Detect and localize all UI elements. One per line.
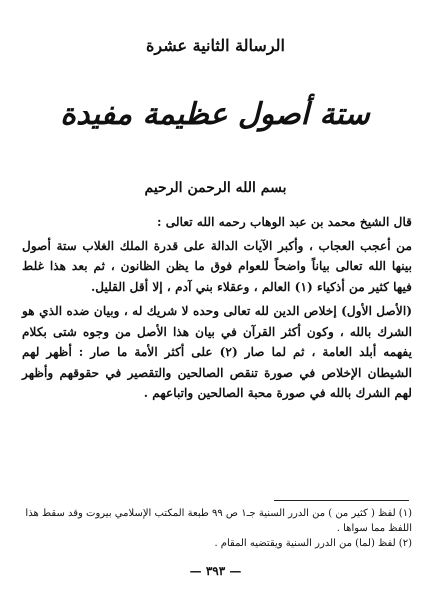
footnote-1: (١) لفظ ( كثير من ) من الدرر السنية جـ١ ص ٩٩ طبعة المكتب الإسلامي بيروت وقد سقط هذا اللفظ مما سواها . <box>25 508 412 534</box>
page-number: — ٣٩٣ — <box>189 564 242 578</box>
paragraph-1: من أعجب العجاب ، وأكبر الآيات الدالة على قدرة الملك الغلاب ستة أصول بينها الله تعالى بياناً واضحاً للعوام فوق ما يظن الظانون ، ثم بعد هذا غلط فيها كثير من أذكياء (١) العالم ، وعقلاء بني آدم ، إلا أقل القليل. <box>22 238 412 294</box>
body-text <box>22 212 412 408</box>
intro-line: قال الشيخ محمد بن عبد الوهاب رحمه الله تعالى : <box>157 215 412 229</box>
svg-text:ستة أصول عظيمة مفيدة: ستة أصول عظيمة مفيدة <box>60 97 370 132</box>
basmala: بسم الله الرحمن الرحيم <box>144 180 287 196</box>
footnote-2: (٢) لفظ (لما) من الدرر السنية ويقتضيه المقام . <box>214 538 412 549</box>
footnote-divider <box>274 500 409 501</box>
calligraphic-title <box>60 80 370 142</box>
epistle-title: الرسالة الثانية عشرة <box>146 36 285 55</box>
paragraph-2: (الأصل الأول) إخلاص الدين لله تعالى وحده لا شريك له ، وبيان ضده الذي هو الشرك بالله ، وكون أكثر القرآن في بيان هذا الأصل من وجوه شتى بكلام يفهمه أبلد العامة ، ثم لما صار (٢) على أكثر الأمة ما صار : أظهر لهم الشيطان الإخلاص في صورة تنقص الصالحين والتقصير في حقوقهم وأظهر لهم الشرك بالله في صورة محبة الصالحين واتباعهم . <box>22 304 412 400</box>
footnotes <box>22 506 412 551</box>
